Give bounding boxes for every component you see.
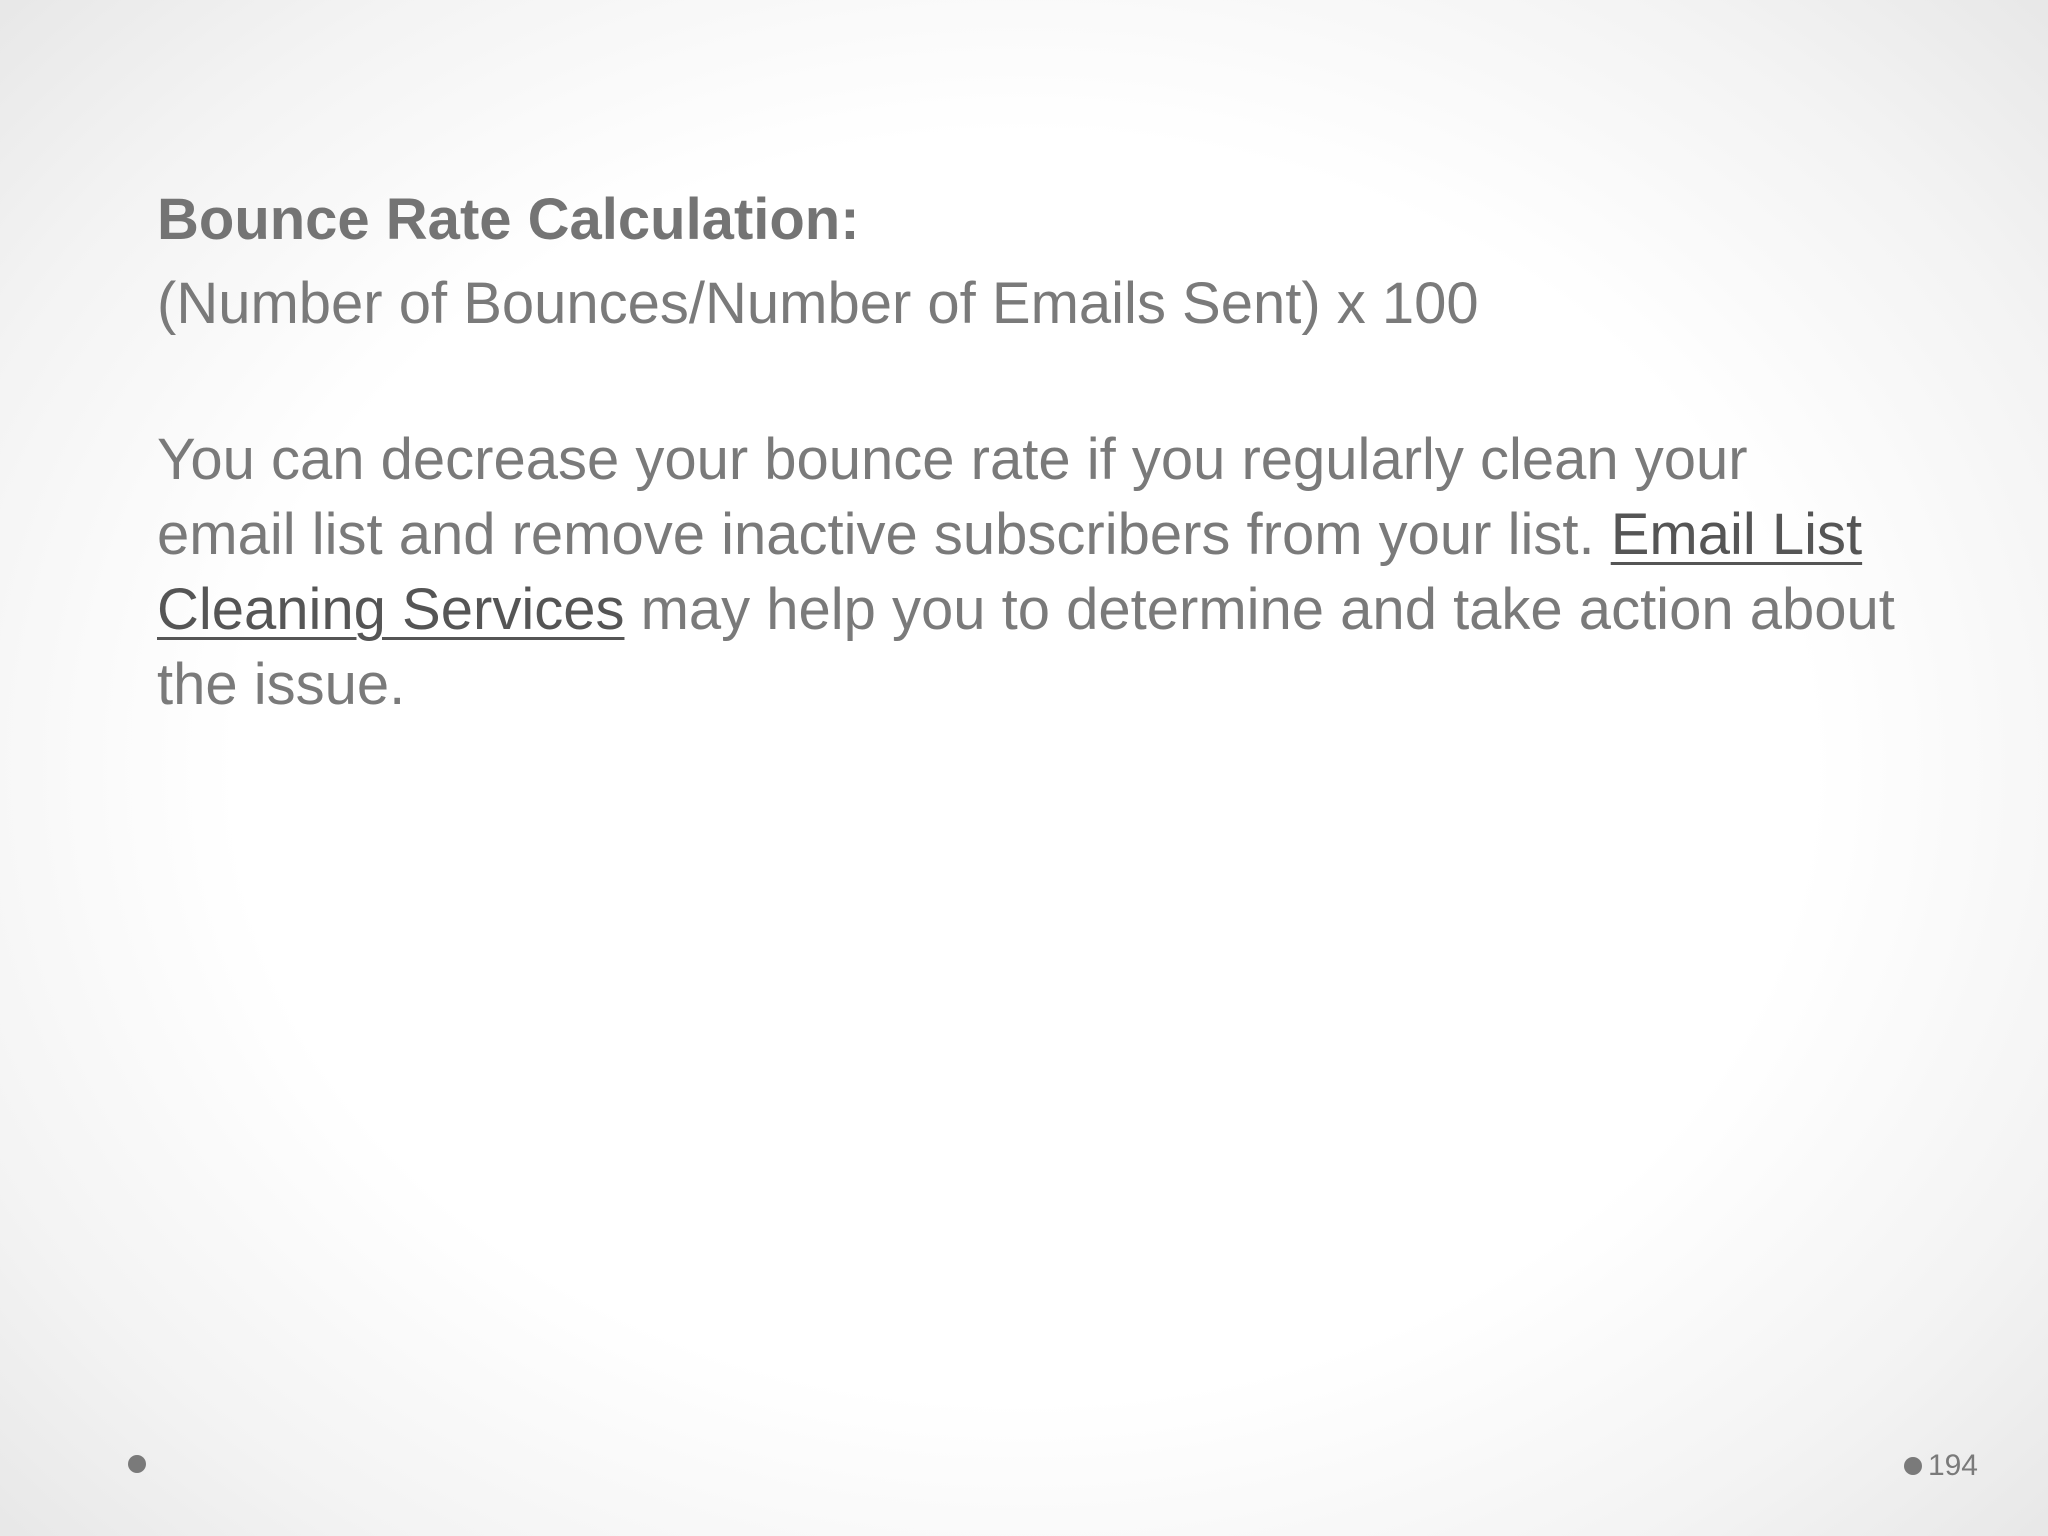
slide-heading: Bounce Rate Calculation:: [157, 187, 860, 252]
email-list-cleaning-services-link[interactable]: Email List Cleaning Services: [157, 502, 1863, 642]
page-number: 194: [1927, 1449, 1978, 1482]
paragraph-text-after-link: may help you to determine and take action about the issue.: [157, 577, 1895, 717]
body-paragraph: [157, 422, 1897, 722]
bounce-rate-formula: (Number of Bounces/Number of Emails Sent) x 100: [157, 271, 1479, 336]
footer-page-indicator: [1904, 1448, 1978, 1484]
footer-left-bullet-icon: [128, 1455, 146, 1473]
footer-right-bullet-icon: [1904, 1457, 1922, 1475]
slide-content: [157, 180, 1897, 722]
paragraph-text-before-link: You can decrease your bounce rate if you regularly clean your email list and remove inactive subscribers from your list.: [157, 427, 1748, 567]
